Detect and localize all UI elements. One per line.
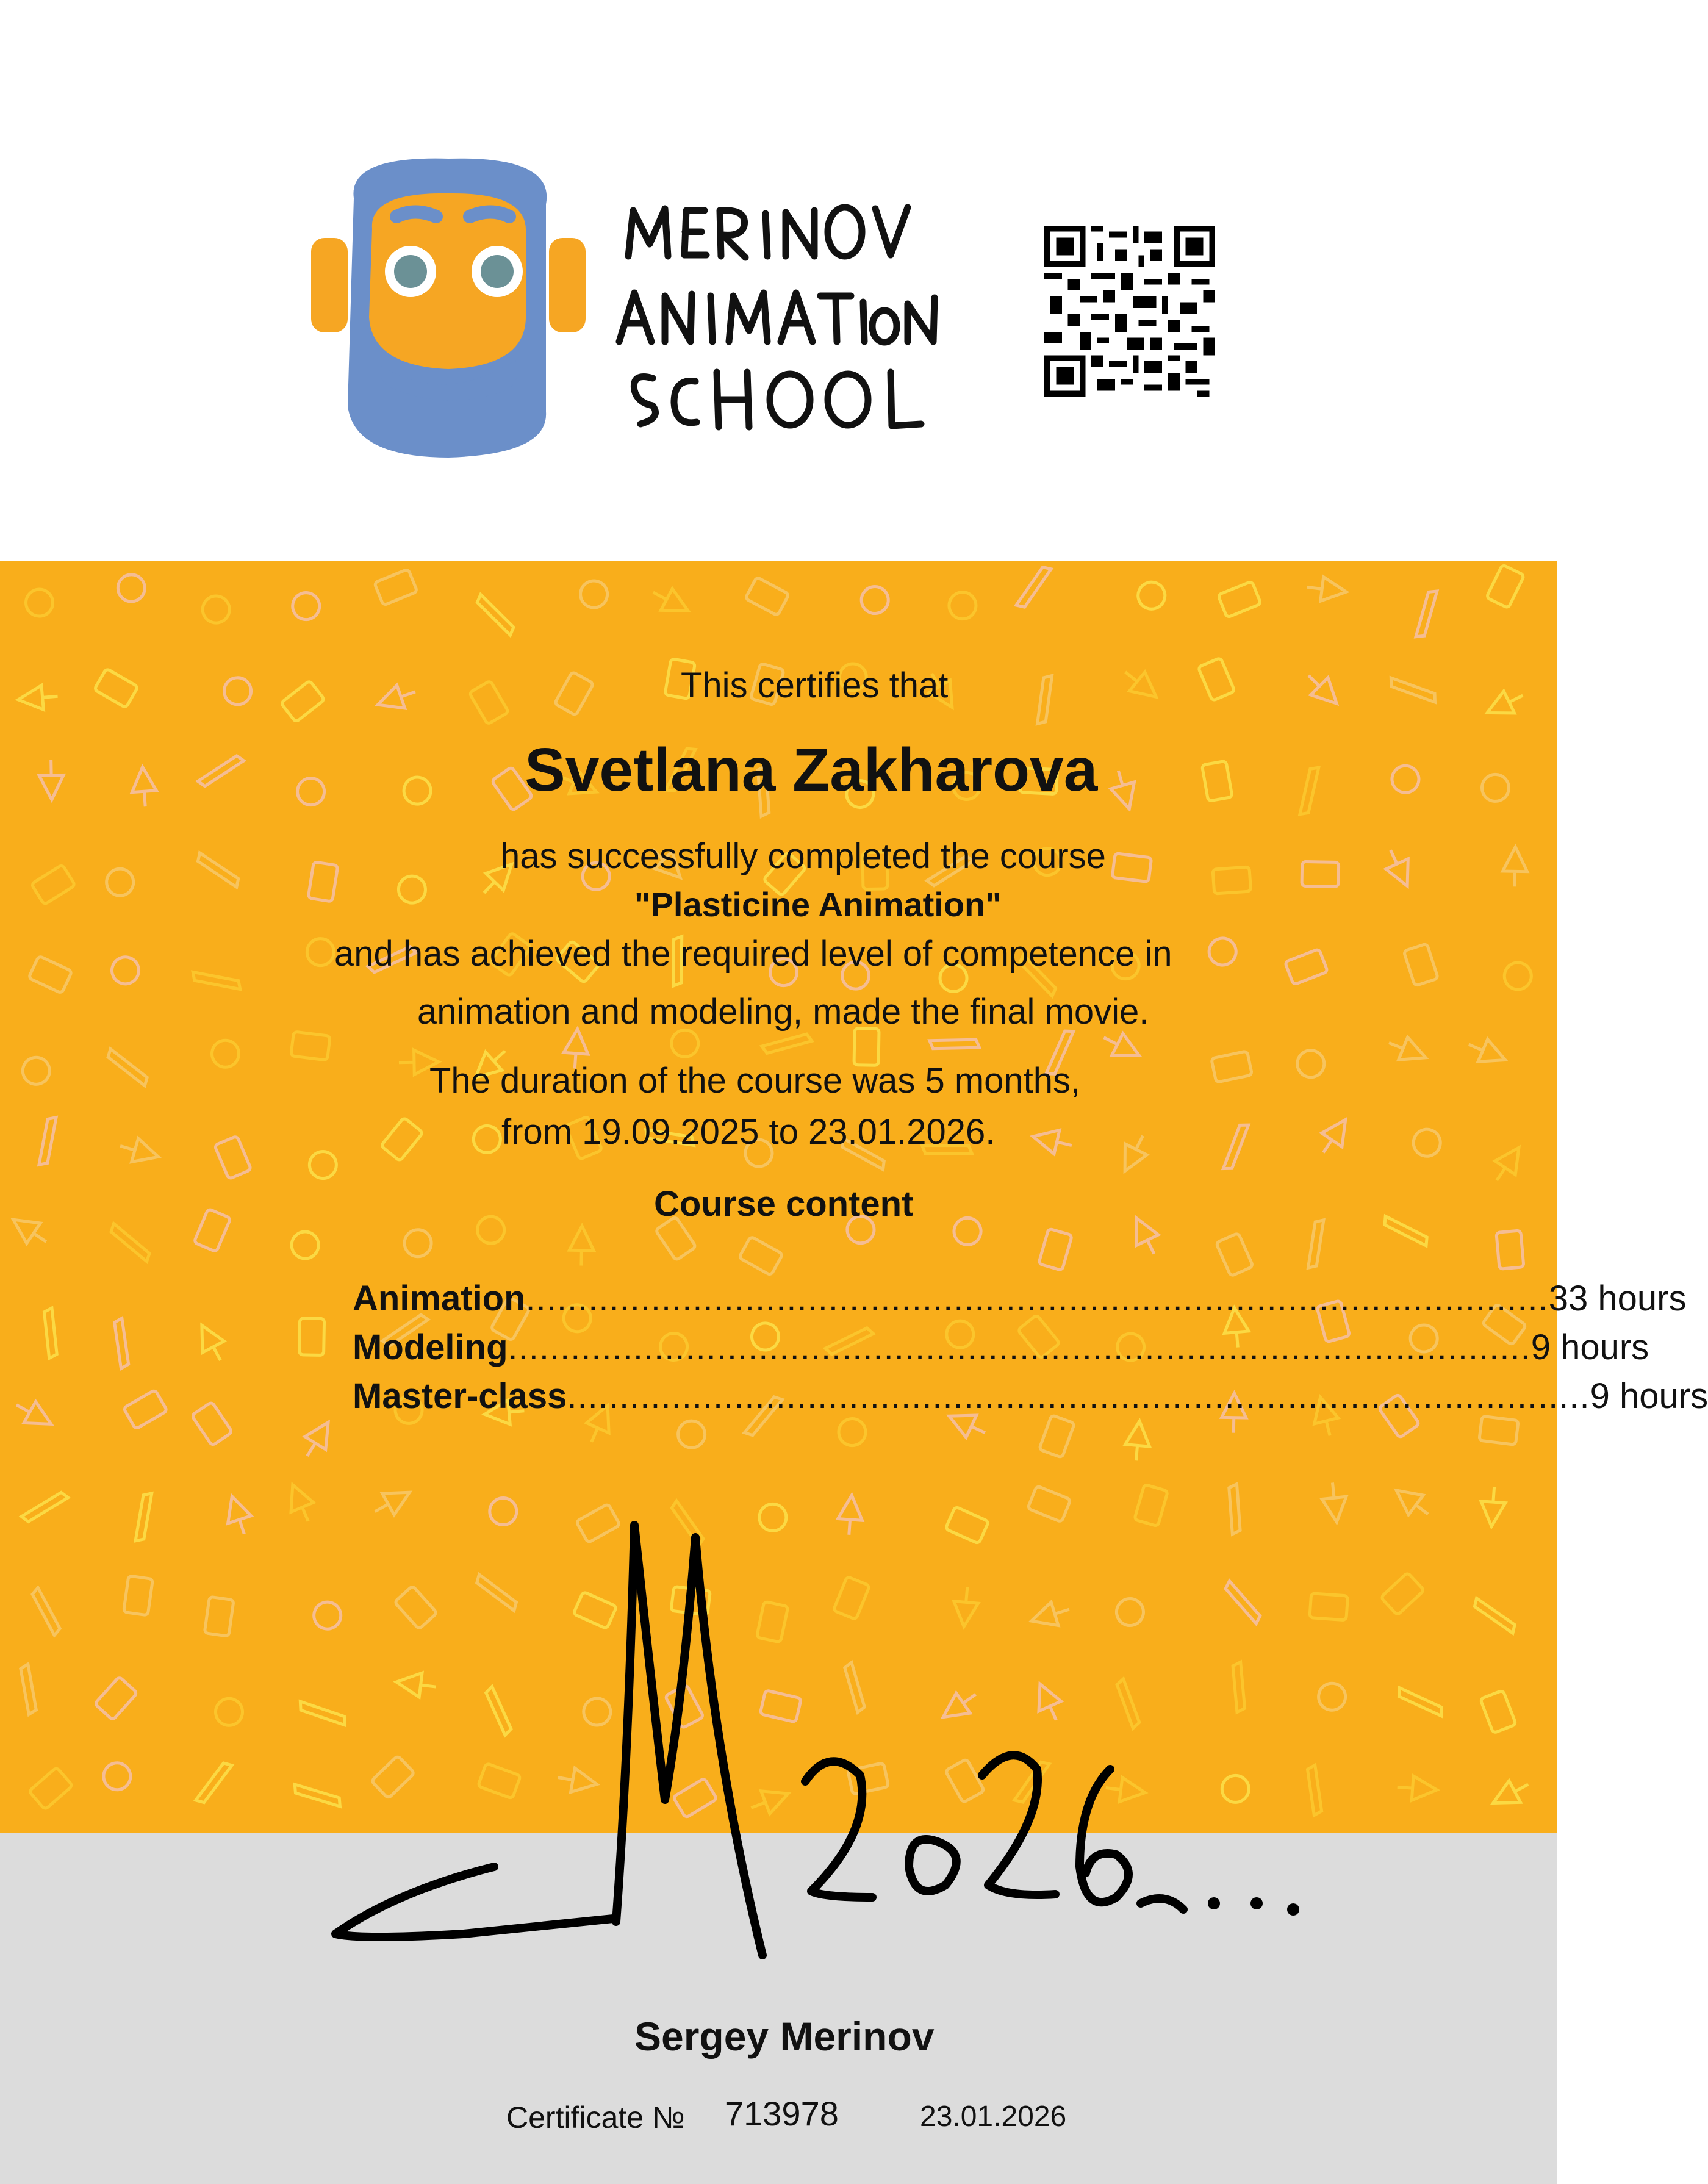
doodle-icon: [297, 1416, 339, 1462]
doodle-icon: [20, 584, 58, 622]
hours-value: 9 hours: [1590, 1376, 1708, 1416]
certificate-label: Certificate №: [506, 2100, 685, 2135]
doodle-icon: [403, 1229, 432, 1258]
doodle-icon: [1302, 861, 1339, 886]
doodle-icon: [745, 577, 789, 616]
doodle-icon: [117, 1134, 162, 1168]
doodle-icon: [1022, 672, 1068, 727]
doodle-icon: [944, 587, 981, 625]
doodle-icon: [554, 672, 594, 716]
doodle-icon: [120, 1490, 167, 1544]
doodle-icon: [1125, 1213, 1164, 1259]
doodle-icon: [1487, 1773, 1534, 1814]
doodle-icon: [739, 1237, 783, 1276]
doodle-icon: [32, 1586, 60, 1637]
doodle-icon: [1218, 581, 1261, 618]
doodle-icon: [670, 1029, 700, 1058]
doodle-icon: [1124, 1420, 1152, 1462]
doodle-icon: [29, 956, 72, 994]
doodle-icon: [300, 1318, 325, 1356]
hours-row: [353, 1327, 1649, 1376]
doodle-icon: [204, 1597, 234, 1636]
doodle-icon: [195, 843, 242, 897]
doodle-icon: [1487, 564, 1524, 608]
doodle-icon: [291, 1032, 330, 1060]
duration-text-line2: from 19.09.2025 to 23.01.2026.: [501, 1112, 996, 1152]
doodle-icon: [400, 774, 434, 807]
doodle-icon: [112, 569, 150, 607]
dot-leader: ..................................................................................................: [525, 1279, 1549, 1318]
doodle-icon: [190, 957, 244, 1004]
doodle-icon: [472, 1211, 510, 1249]
doodle-icon: [95, 1676, 137, 1720]
doodle-icon: [1410, 1126, 1444, 1160]
competence-text-line1: and has achieved the required level of competence in: [334, 934, 1172, 974]
doodle-icon: [468, 1121, 505, 1157]
doodle-icon: [11, 1663, 46, 1716]
signer-name: Sergey Merinov: [634, 2014, 935, 2059]
doodle-icon: [192, 1402, 232, 1446]
doodle-icon: [1402, 587, 1451, 641]
doodle-icon: [1381, 1204, 1431, 1257]
doodle-icon: [220, 1493, 256, 1538]
doodle-icon: [1293, 1216, 1339, 1271]
doodle-icon: [1384, 1032, 1430, 1069]
doodle-icon: [1390, 764, 1420, 794]
doodle-icon: [19, 1054, 54, 1088]
doodle-icon: [1502, 847, 1527, 887]
doodle-icon: [39, 760, 64, 800]
doodle-icon: [860, 585, 889, 614]
hours-value: 33 hours: [1548, 1279, 1687, 1318]
doodle-icon: [102, 1761, 132, 1791]
doodle-icon: [287, 587, 325, 625]
dot-leader: ..................................................................................................: [567, 1376, 1590, 1416]
doodle-icon: [1479, 1486, 1506, 1528]
doodle-icon: [1381, 1573, 1424, 1615]
certificate-number: 713978: [725, 2094, 839, 2133]
doodle-icon: [307, 938, 335, 966]
doodle-icon: [281, 680, 325, 722]
doodle-icon: [1500, 958, 1536, 994]
doodle-icon: [1039, 1229, 1072, 1271]
course-name: "Plasticine Animation": [634, 885, 1002, 924]
doodle-icon: [123, 1390, 167, 1429]
doodle-icon: [1202, 761, 1232, 801]
doodle-icon: [109, 1215, 152, 1270]
doodle-icon: [1464, 1033, 1510, 1071]
doodle-icon: [1387, 664, 1440, 716]
doodle-icon: [374, 680, 419, 716]
doodle-icon: [218, 672, 256, 710]
robot-face-logo-icon: [311, 156, 586, 461]
doodle-icon: [7, 1210, 53, 1252]
doodle-icon: [1487, 1141, 1529, 1187]
doodle-icon: [304, 1146, 342, 1184]
doodle-icon: [198, 591, 235, 628]
doodle-icon: [31, 864, 75, 905]
doodle-icon: [1396, 1775, 1438, 1801]
doodle-icon: [1389, 1481, 1435, 1524]
doodle-icon: [576, 576, 612, 612]
doodle-icon: [214, 1697, 243, 1726]
doodle-icon: [308, 862, 338, 902]
doodle-icon: [1294, 1047, 1327, 1080]
doodle-icon: [381, 1118, 423, 1162]
hours-row: [353, 1376, 1708, 1424]
recipient-name: Svetlana Zakharova: [525, 736, 1098, 804]
doodle-icon: [1379, 845, 1418, 891]
doodle-icon: [1496, 1230, 1524, 1269]
certificate-header: [0, 0, 1557, 561]
doodle-icon: [108, 953, 143, 988]
doodle-icon: [393, 871, 431, 908]
doodle-icon: [1216, 1233, 1253, 1276]
doodle-icon: [1321, 1481, 1349, 1523]
doodle-icon: [131, 766, 157, 808]
doodle-icon: [1134, 578, 1169, 613]
doodle-icon: [1395, 1676, 1446, 1728]
doodle-icon: [215, 1136, 251, 1179]
doodle-icon: [1198, 658, 1235, 701]
course-hours-list: [353, 1278, 1708, 1424]
doodle-icon: [1480, 1690, 1516, 1733]
doodle-icon: [1313, 1113, 1356, 1159]
doodle-icon: [105, 1040, 150, 1094]
doodle-icon: [195, 755, 247, 787]
doodle-icon: [24, 1114, 71, 1168]
doodle-icon: [206, 1035, 244, 1072]
doodle-icon: [32, 1306, 70, 1360]
doodle-icon: [1482, 684, 1528, 724]
dot-leader: ..................................................................................................: [508, 1327, 1531, 1367]
school-logo-wordmark: [616, 195, 982, 439]
doodle-icon: [10, 1394, 57, 1434]
qr-code-icon: [1044, 226, 1215, 397]
doodle-icon: [124, 1576, 153, 1615]
doodle-icon: [1471, 1589, 1518, 1643]
doodle-icon: [1118, 663, 1164, 706]
doodle-icon: [194, 1209, 231, 1252]
completed-text: has successfully completed the course: [500, 836, 1106, 876]
doodle-icon: [281, 1480, 319, 1526]
doodle-icon: [1006, 564, 1061, 610]
hours-subject: Animation: [353, 1279, 526, 1318]
hours-subject: Modeling: [353, 1327, 508, 1367]
hours-subject: Master-class: [353, 1376, 567, 1416]
certificate-date: 23.01.2026: [920, 2100, 1067, 2133]
doodle-icon: [1479, 1416, 1518, 1445]
doodle-icon: [102, 864, 138, 900]
competence-text-line2: animation and modeling, made the final movie.: [417, 992, 1149, 1032]
doodle-icon: [187, 1760, 241, 1806]
doodle-icon: [103, 1317, 139, 1370]
handwritten-signature: [323, 1513, 1324, 1977]
doodle-icon: [1305, 575, 1347, 604]
doodle-icon: [761, 1028, 813, 1059]
doodle-icon: [191, 1320, 231, 1366]
doodle-icon: [1300, 667, 1345, 712]
doodle-icon: [286, 1226, 324, 1264]
doodle-icon: [94, 669, 138, 708]
doodle-icon: [1404, 944, 1438, 986]
doodle-icon: [17, 684, 59, 712]
doodle-icon: [647, 581, 694, 622]
hours-value: 9 hours: [1530, 1327, 1649, 1367]
doodle-icon: [1476, 769, 1514, 806]
doodle-icon: [29, 1767, 73, 1810]
doodle-icon: [295, 776, 327, 808]
doodle-icon: [475, 587, 516, 642]
doodle-icon: [569, 1226, 594, 1266]
certifies-text: This certifies that: [681, 666, 949, 705]
doodle-icon: [19, 1492, 71, 1523]
doodle-icon: [375, 569, 418, 606]
course-content-title: Course content: [654, 1184, 914, 1224]
doodle-icon: [469, 681, 509, 725]
hours-row: [353, 1278, 1687, 1327]
doodle-icon: [1285, 764, 1333, 817]
duration-text-line1: The duration of the course was 5 months,: [429, 1061, 1081, 1101]
